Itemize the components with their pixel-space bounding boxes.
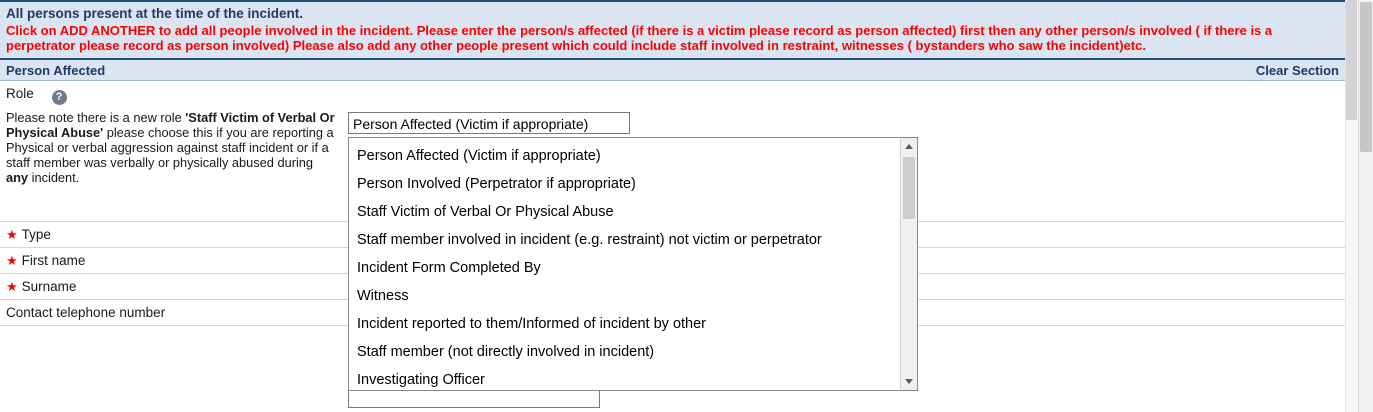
section-header bbox=[0, 60, 1345, 81]
role-note-mid: please choose this if you are reporting a Physical or verbal aggression against staff incident or if a staff member was verbally or physically abused during bbox=[6, 125, 334, 170]
scrollbar-thumb[interactable] bbox=[903, 157, 915, 219]
first-name-label: First name bbox=[21, 253, 86, 268]
role-field-cell bbox=[345, 81, 1345, 89]
contact-telephone-label: Contact telephone number bbox=[6, 305, 166, 320]
inner-scrollbar-thumb[interactable] bbox=[1346, 0, 1357, 120]
surname-label: Surname bbox=[21, 279, 77, 294]
role-combobox-value: Person Affected (Victim if appropriate) bbox=[353, 116, 589, 132]
role-note-prefix: Please note there is a new role bbox=[6, 110, 186, 125]
role-note bbox=[0, 107, 345, 191]
required-star-icon: ★ bbox=[6, 279, 18, 294]
instructions-banner bbox=[0, 0, 1345, 60]
role-option[interactable]: Person Involved (Perpetrator if appropriate) bbox=[357, 176, 636, 192]
question-mark-icon[interactable]: ? bbox=[52, 90, 67, 105]
role-option[interactable]: Person Affected (Victim if appropriate) bbox=[357, 148, 601, 164]
instructions-body: Click on ADD ANOTHER to add all people involved in the incident. Please enter the person/s affected (if there is a victim please record as person affected) first then any other person/s involved ( if there is a perpetrator please record as person involved) Please also add any other people present which could include staff involved in restraint, witnesses ( bystanders who saw the incident)etc. bbox=[6, 23, 1273, 53]
clear-section-button[interactable]: Clear Section bbox=[1255, 62, 1339, 78]
role-option[interactable]: Investigating Officer bbox=[357, 372, 485, 388]
role-option[interactable]: Incident reported to them/Informed of incident by other bbox=[357, 316, 707, 332]
role-note-bold: 'Staff Victim of Verbal Or Physical Abuse' bbox=[6, 110, 335, 140]
surname-label-cell bbox=[0, 274, 345, 299]
browser-scrollbar-thumb[interactable] bbox=[1360, 2, 1372, 152]
role-label: Role bbox=[6, 86, 34, 101]
instructions-title: All persons present at the time of the incident. bbox=[6, 6, 304, 21]
role-left-column bbox=[0, 81, 345, 191]
role-note-bold2: any bbox=[6, 170, 29, 185]
role-option[interactable]: Incident Form Completed By bbox=[357, 260, 541, 276]
first-name-label-cell bbox=[0, 248, 345, 273]
type-label-cell bbox=[0, 222, 345, 247]
role-option[interactable]: Witness bbox=[357, 288, 409, 304]
role-note-suffix: incident. bbox=[28, 170, 80, 185]
required-star-icon: ★ bbox=[6, 227, 18, 242]
role-dropdown-list[interactable] bbox=[348, 137, 918, 391]
scroll-down-arrow-icon[interactable] bbox=[901, 373, 917, 390]
role-option[interactable]: Staff member involved in incident (e.g. restraint) not victim or perpetrator bbox=[357, 232, 822, 248]
page-scrollbars[interactable] bbox=[1345, 0, 1373, 412]
required-star-icon: ★ bbox=[6, 253, 18, 268]
type-label: Type bbox=[21, 227, 51, 242]
section-title: Person Affected bbox=[6, 62, 106, 78]
role-combobox[interactable] bbox=[348, 112, 630, 134]
role-option[interactable]: Staff member (not directly involved in incident) bbox=[357, 344, 655, 360]
role-label-wrap bbox=[0, 81, 345, 107]
contact-telephone-label-cell bbox=[0, 300, 345, 324]
role-option[interactable]: Staff Victim of Verbal Or Physical Abuse bbox=[357, 204, 614, 220]
scroll-up-arrow-icon[interactable] bbox=[901, 138, 917, 155]
dropdown-scrollbar[interactable] bbox=[900, 138, 917, 390]
role-dropdown-options[interactable] bbox=[349, 138, 900, 390]
